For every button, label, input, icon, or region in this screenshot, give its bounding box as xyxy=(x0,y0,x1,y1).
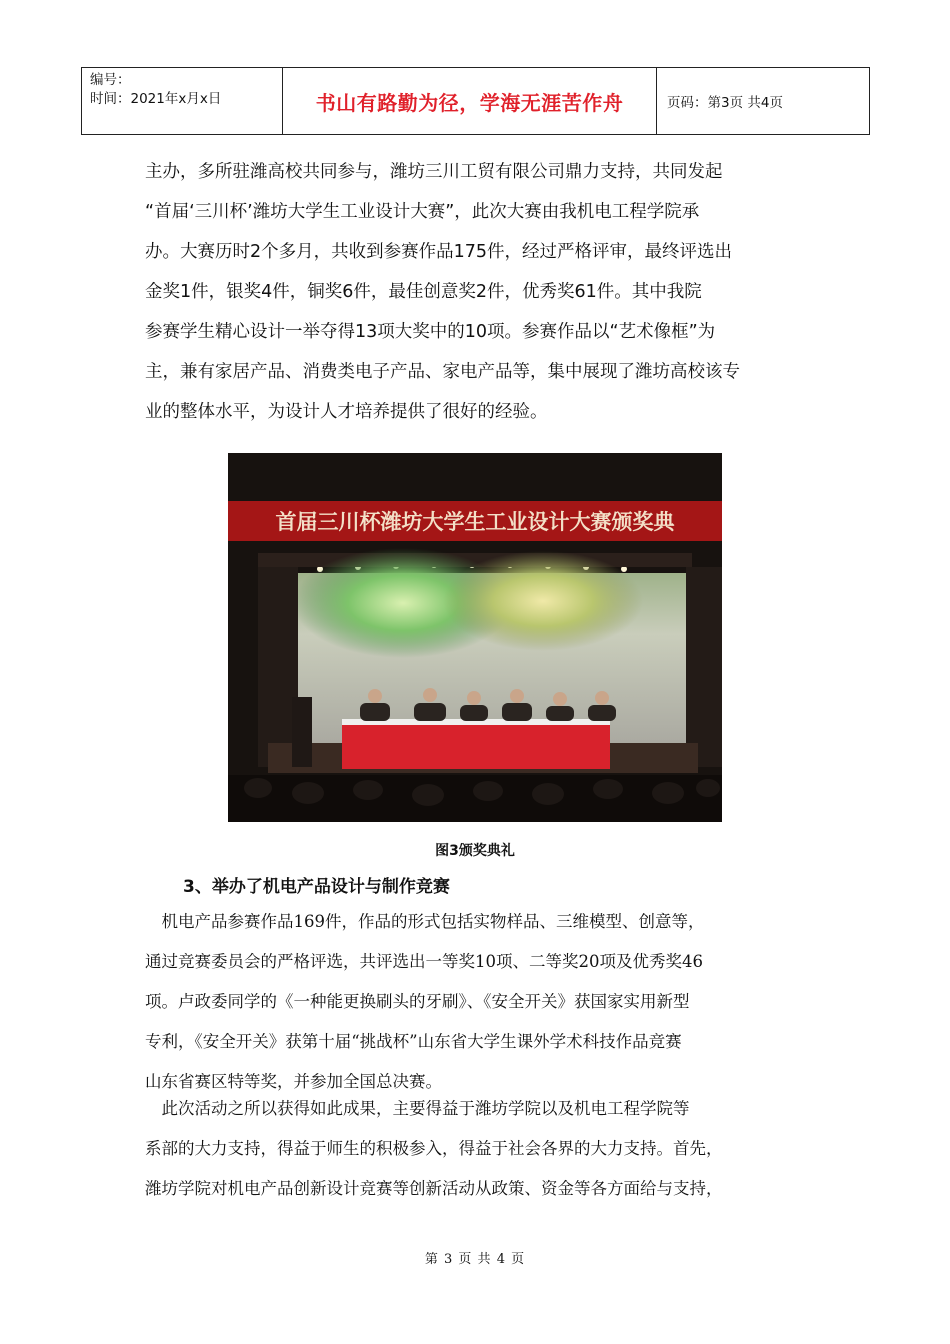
ceremony-photo xyxy=(228,453,722,822)
page-footer: 第 3 页 共 4 页 xyxy=(424,1252,526,1267)
paragraph-line: 办。大赛历时2个多月，共收到参赛作品175件，经过严格评审，最终评选出 xyxy=(145,242,733,262)
header-page-info: 页码：第3页 共4页 xyxy=(667,95,783,111)
paragraph-line: 专利，《安全开关》获第十届“挑战杯”山东省大学生课外学术科技作品竞赛 xyxy=(145,1032,682,1051)
section-heading: 3、举办了机电产品设计与制作竞赛 xyxy=(183,877,450,897)
paragraph-line: 山东省赛区特等奖，并参加全国总决赛。 xyxy=(145,1072,442,1091)
paragraph-3 xyxy=(145,1089,810,1209)
paragraph-line: 项。卢政委同学的《一种能更换刷头的牙刷》、《安全开关》获国家实用新型 xyxy=(145,992,690,1011)
paragraph-line: 潍坊学院对机电产品创新设计竞赛等创新活动从政策、资金等各方面给与支持， xyxy=(145,1179,723,1198)
paragraph-line: 主，兼有家居产品、消费类电子产品、家电产品等，集中展现了潍坊高校该专 xyxy=(145,362,740,382)
paragraph-line: 通过竞赛委员会的严格评选，共评选出一等奖10项、二等奖20项及优秀奖46 xyxy=(145,952,703,971)
paragraph-line: 业的整体水平，为设计人才培养提供了很好的经验。 xyxy=(145,402,548,422)
time-label: 时间：2021年x月x日 xyxy=(90,91,222,107)
paragraph-line: 机电产品参赛作品169件，作品的形式包括实物样品、三维模型、创意等， xyxy=(145,912,705,931)
paragraph-line: “首届‘三川杯’潍坊大学生工业设计大赛”，此次大赛由我机电工程学院承 xyxy=(145,202,700,222)
paragraph-line: 金奖1件，银奖4件，铜奖6件，最佳创意奖2件，优秀奖61件。其中我院 xyxy=(145,282,702,302)
header-table xyxy=(81,67,870,135)
paragraph-line: 主办，多所驻潍高校共同参与，潍坊三川工贸有限公司鼎力支持，共同发起 xyxy=(145,162,723,182)
header-motto: 书山有路勤为径，学海无涯苦作舟 xyxy=(283,68,657,134)
paragraph-2 xyxy=(145,902,810,1102)
paragraph-line: 参赛学生精心设计一举夺得13项大奖中的10项。参赛作品以“艺术像框”为 xyxy=(145,322,716,342)
paragraph-line: 此次活动之所以获得如此成果，主要得益于潍坊学院以及机电工程学院等 xyxy=(145,1099,690,1118)
header-meta-cell xyxy=(82,68,283,134)
banner-text: 首届三川杯潍坊大学生工业设计大赛颁奖典 xyxy=(275,510,675,534)
number-label: 编号： xyxy=(90,72,131,88)
paragraph-line: 系部的大力支持，得益于师生的积极参入，得益于社会各界的大力支持。首先， xyxy=(145,1139,723,1158)
figure-caption: 图3颁奖典礼 xyxy=(435,843,515,859)
paragraph-1 xyxy=(145,152,810,432)
